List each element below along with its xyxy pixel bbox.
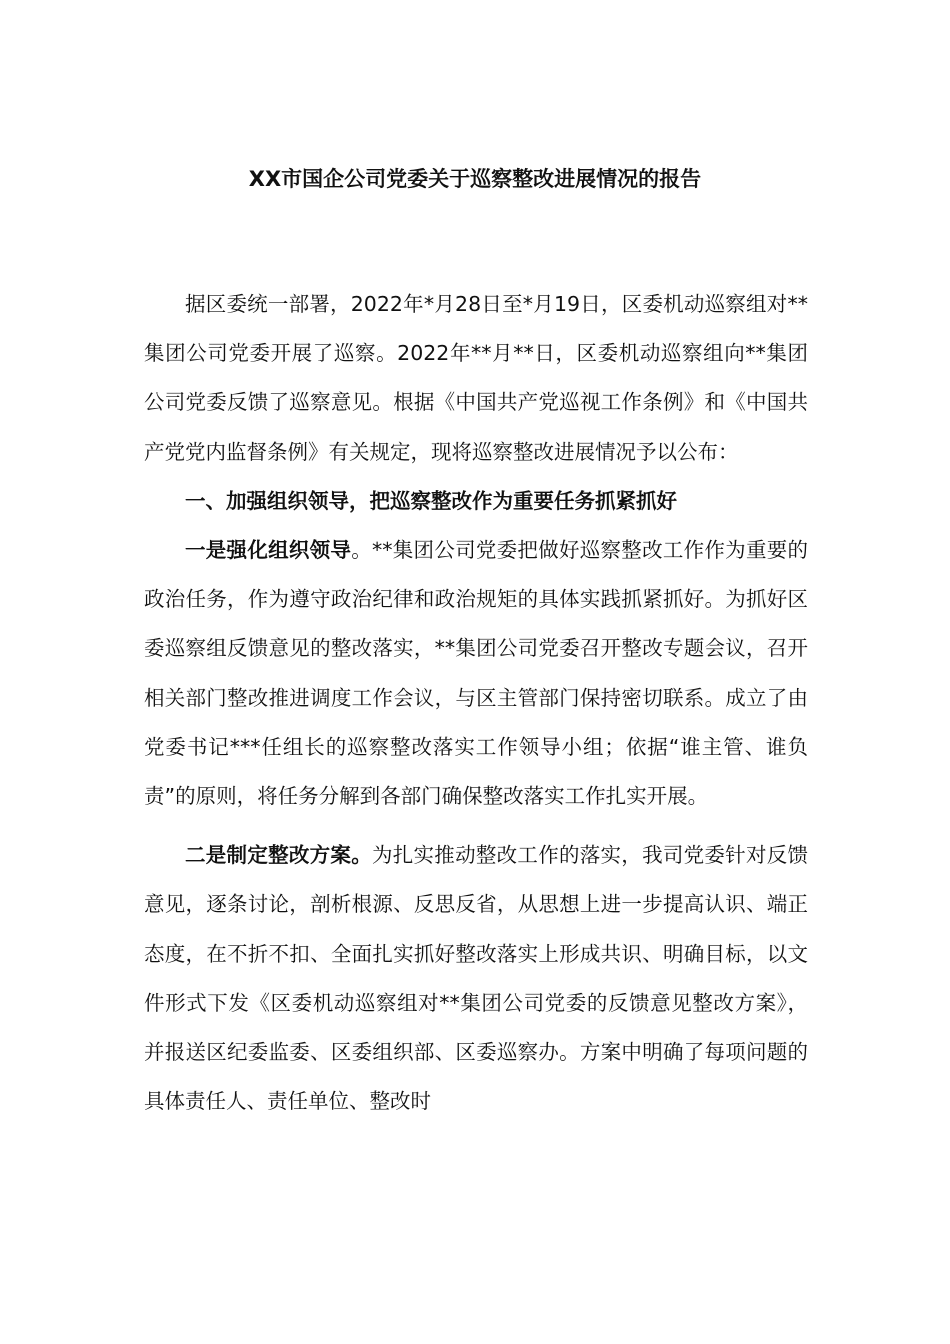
point-2-text: 为扎实推动整改工作的落实，我司党委针对反馈意见，逐条讨论，剖析根源、反思反省，从思想上进一步提高认识、端正态度，在不折不扣、全面扎实抓好整改落实上形成共识、明确目标，以文件形式下发《区委机动巡察组对**集团公司党委的反馈意见整改方案》，并报送区纪委监委、区委组织部、区委巡察办。方案中明确了每项问题的具体责任人、责任单位、整改时 bbox=[144, 843, 809, 1114]
document-title: XX市国企公司党委关于巡察整改进展情况的报告 bbox=[248, 167, 702, 191]
point-1-text: 。**集团公司党委把做好巡察整改工作作为重要的政治任务，作为遵守政治纪律和政治规矩的具体实践抓紧抓好。为抓好区委巡察组反馈意见的整改落实，**集团公司党委召开整改专题会议，召开相关部门整改推进调度工作会议，与区主管部门保持密切联系。成立了由党委书记***任组长的巡察整改落实工作领导小组；依据“谁主管、谁负责”的原则，将任务分解到各部门确保整改落实工作扎实开展。 bbox=[144, 538, 809, 809]
point-1-lead: 一是强化组织领导 bbox=[185, 538, 352, 563]
point-2-lead: 二是制定整改方案。 bbox=[185, 843, 372, 868]
point-1-paragraph bbox=[144, 526, 808, 821]
point-2-paragraph bbox=[144, 831, 808, 1126]
document-body bbox=[144, 280, 808, 1126]
section-1-heading: 一、加强组织领导，把巡察整改作为重要任务抓紧抓好 bbox=[185, 488, 677, 513]
intro-paragraph: 据区委统一部署，2022年*月28日至*月19日，区委机动巡察组对**集团公司党委开展了巡察。2022年**月**日，区委机动巡察组向**集团公司党委反馈了巡察意见。根据《中国共产党巡视工作条例》和《中国共产党党内监督条例》有关规定，现将巡察整改进展情况予以公布： bbox=[144, 292, 808, 464]
